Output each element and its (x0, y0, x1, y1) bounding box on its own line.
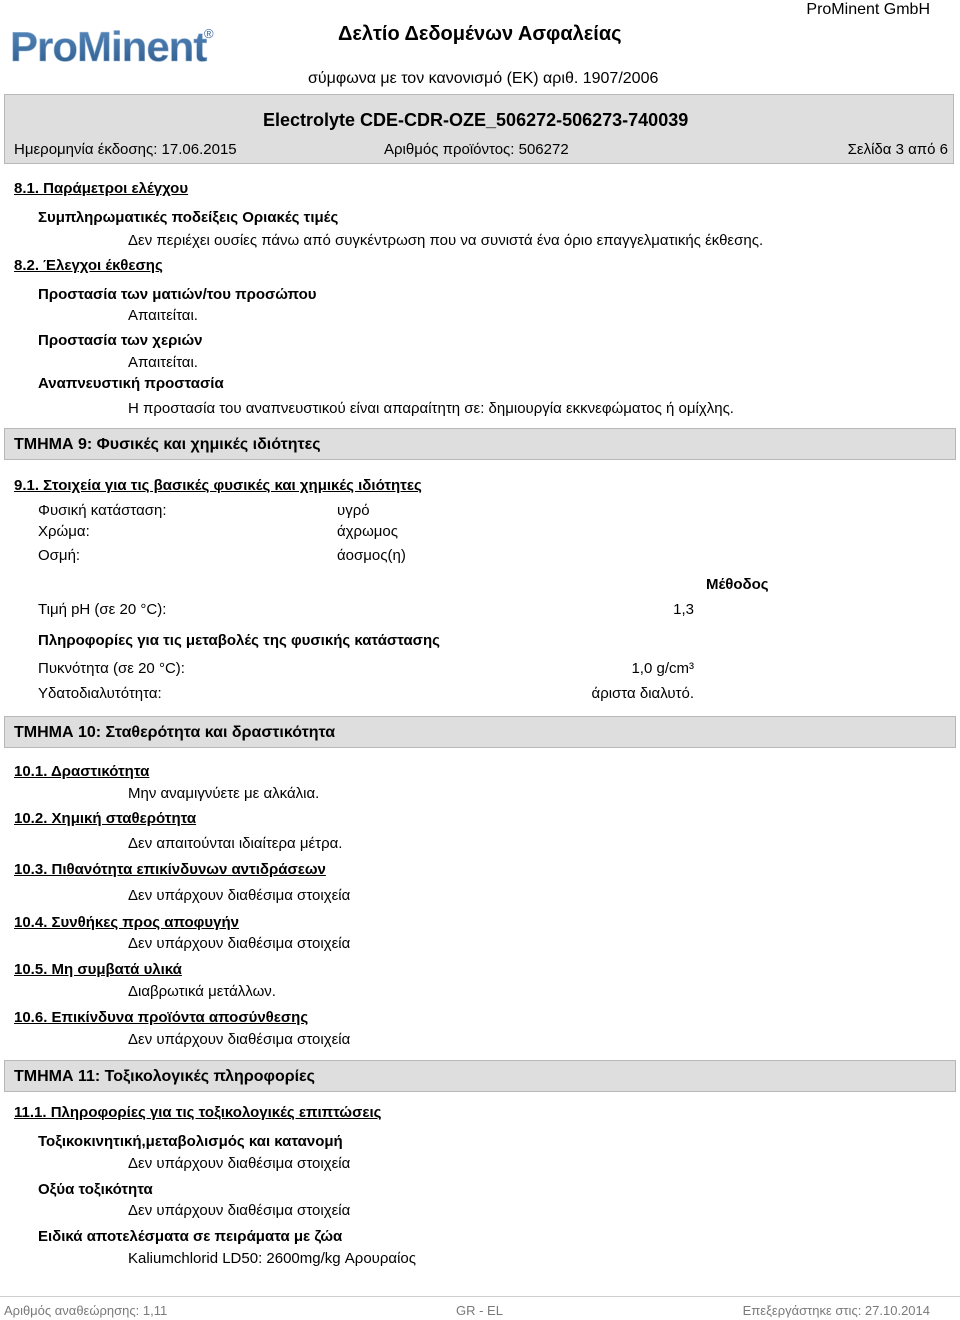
toxicokinetics-text: Δεν υπάρχουν διαθέσιμα στοιχεία (128, 1155, 351, 1172)
physical-state-value: υγρό (337, 502, 370, 519)
product-name: Electrolyte CDE-CDR-OZE_506272-506273-740039 (263, 110, 689, 130)
hand-protection-text: Απαιτείται. (128, 354, 198, 371)
odor-label: Οσμή: (38, 547, 81, 564)
phase-change-heading: Πληροφορίες για τις μεταβολές της φυσικής κατάστασης (38, 632, 440, 649)
subsection-10-1-heading: 10.1. Δραστικότητα (14, 763, 150, 780)
eye-protection-heading: Προστασία των ματιών/του προσώπου (38, 286, 317, 303)
respiratory-protection-text: Η προστασία του αναπνευστικού είναι απαραίτητη σε: δημιουργία εκκνεφώματος ή ομίχλης. (128, 400, 734, 417)
density-label: Πυκνότητα (σε 20 °C): (38, 660, 185, 677)
odor-value: άοσμος(η) (337, 547, 406, 564)
subsection-10-4-text: Δεν υπάρχουν διαθέσιμα στοιχεία (128, 935, 351, 952)
footer-language: GR - EL (456, 1303, 503, 1318)
subsection-8-2-heading: 8.2. Έλεγχοι έκθεσης (14, 257, 163, 274)
footer-processed-date: Επεξεργάστηκε στις: 27.10.2014 (742, 1303, 930, 1318)
product-number: Αριθμός προϊόντος: 506272 (384, 141, 569, 158)
subsection-8-1-heading: 8.1. Παράμετροι ελέγχου (14, 180, 189, 197)
color-value: άχρωμος (337, 523, 399, 540)
section-9-title: ΤΜΗΜΑ 9: Φυσικές και χημικές ιδιότητες (14, 436, 321, 453)
supplementary-limits-heading: Συμπληρωματικές ποδείξεις Οριακές τιμές (38, 209, 339, 226)
footer-revision: Αριθμός αναθεώρησης: 1,11 (4, 1303, 168, 1318)
color-label: Χρώμα: (38, 523, 90, 540)
subsection-10-3-text: Δεν υπάρχουν διαθέσιμα στοιχεία (128, 887, 351, 904)
subsection-10-4-heading: 10.4. Συνθήκες προς αποφυγήν (14, 914, 239, 931)
eye-protection-text: Απαιτείται. (128, 307, 198, 324)
animal-tests-heading: Ειδικά αποτελέσματα σε πειράματα με ζώα (38, 1228, 343, 1245)
subsection-11-1-heading: 11.1. Πληροφορίες για τις τοξικολογικές επιπτώσεις (14, 1104, 382, 1121)
respiratory-protection-heading: Αναπνευστική προστασία (38, 375, 224, 392)
subsection-9-1-heading: 9.1. Στοιχεία για τις βασικές φυσικές και χημικές ιδιότητες (14, 477, 422, 494)
toxicokinetics-heading: Τοξικοκινητική,μεταβολισμός και κατανομή (38, 1133, 343, 1150)
regulation-line: σύμφωνα με τον κανονισμό (ΕΚ) αριθ. 1907/2006 (308, 70, 659, 87)
section-11-title: ΤΜΗΜΑ 11: Τοξικολογικές πληροφορίες (14, 1068, 315, 1085)
subsection-10-6-heading: 10.6. Επικίνδυνα προϊόντα αποσύνθεσης (14, 1009, 309, 1026)
prominent-logo (6, 14, 226, 80)
supplementary-limits-text: Δεν περιέχει ουσίες πάνω από συγκέντρωση που να συνιστά ένα όριο επαγγελματικής έκθεσης. (128, 232, 764, 249)
subsection-10-5-heading: 10.5. Μη συμβατά υλικά (14, 961, 182, 978)
issue-date: Ημερομηνία έκδοσης: 17.06.2015 (14, 141, 237, 158)
solubility-value: άριστα διαλυτό. (591, 685, 694, 702)
document-title: Δελτίο Δεδομένων Ασφαλείας (338, 23, 622, 45)
subsection-10-3-heading: 10.3. Πιθανότητα επικίνδυνων αντιδράσεων (14, 861, 326, 878)
subsection-10-1-text: Μην αναμιγνύετε με αλκάλια. (128, 785, 320, 802)
solubility-label: Υδατοδιαλυτότητα: (38, 685, 162, 702)
subsection-10-2-heading: 10.2. Χημική σταθερότητα (14, 810, 197, 827)
subsection-10-5-text: Διαβρωτικά μετάλλων. (128, 983, 276, 1000)
page-number: Σελίδα 3 από 6 (847, 141, 948, 158)
subsection-10-2-text: Δεν απαιτούνται ιδιαίτερα μέτρα. (128, 835, 343, 852)
logo-wordmark: ProMinent (10, 23, 207, 70)
hand-protection-heading: Προστασία των χεριών (38, 332, 203, 349)
method-column-header: Μέθοδος (706, 576, 769, 593)
animal-tests-text: Kaliumchlorid LD50: 2600mg/kg Αρουραίος (128, 1250, 416, 1267)
acute-toxicity-text: Δεν υπάρχουν διαθέσιμα στοιχεία (128, 1202, 351, 1219)
ph-value: 1,3 (673, 601, 694, 618)
logo-registered-mark: ® (204, 26, 214, 41)
section-10-title: ΤΜΗΜΑ 10: Σταθερότητα και δραστικότητα (14, 724, 336, 741)
footer-divider (0, 1296, 960, 1297)
company-name: ProMinent GmbH (806, 1, 930, 18)
subsection-10-6-text: Δεν υπάρχουν διαθέσιμα στοιχεία (128, 1031, 351, 1048)
ph-label: Τιμή pH (σε 20 °C): (38, 601, 167, 618)
density-value: 1,0 g/cm³ (631, 660, 694, 677)
physical-state-label: Φυσική κατάσταση: (38, 502, 167, 519)
acute-toxicity-heading: Οξύα τοξικότητα (38, 1181, 153, 1198)
